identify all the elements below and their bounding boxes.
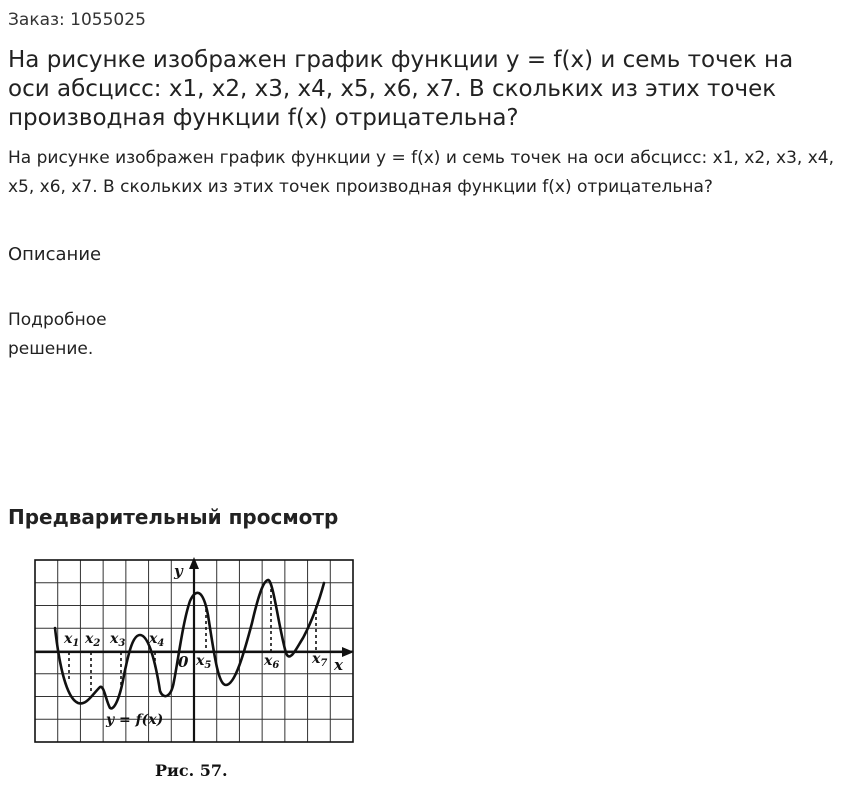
point-label-x6: $x_6$ — [264, 653, 280, 671]
point-label-x5: $x_5$ — [196, 653, 212, 671]
point-label-x7: $x_7$ — [312, 651, 328, 669]
figure-caption: Рис. 57. — [155, 761, 228, 780]
order-number: Заказ: 1055025 — [8, 10, 146, 30]
point-label-x1: $x_1$ — [64, 631, 80, 649]
point-label-x2: $x_2$ — [85, 631, 101, 649]
figure-preview — [28, 553, 358, 793]
point-label-x3: $x_3$ — [110, 631, 126, 649]
task-text: На рисунке изображен график функции y = f(x) и семь точек на оси абсцисс: x1, x2, x3, x4, x5, x6, x7. В скольких из этих точек производная функции f(x) отрицательна? — [8, 148, 834, 197]
function-graph-figure — [28, 553, 358, 793]
y-axis-label: y — [174, 562, 183, 580]
solution-label: Подробное решение. — [8, 310, 107, 359]
point-label-x4: $x_4$ — [149, 631, 165, 649]
description-label: Описание — [8, 244, 102, 265]
x-axis-label: x — [334, 656, 343, 674]
preview-heading: Предварительный просмотр — [8, 505, 339, 529]
origin-label: 0 — [178, 653, 189, 671]
function-label: y = f(x) — [106, 712, 164, 728]
task-title: На рисунке изображен график функции y = f(x) и семь точек на оси абсцисс: x1, x2, x3, x4, x5, x6, x7. В скольких из этих точек производная функции f(x) отрицательна? — [8, 47, 794, 131]
